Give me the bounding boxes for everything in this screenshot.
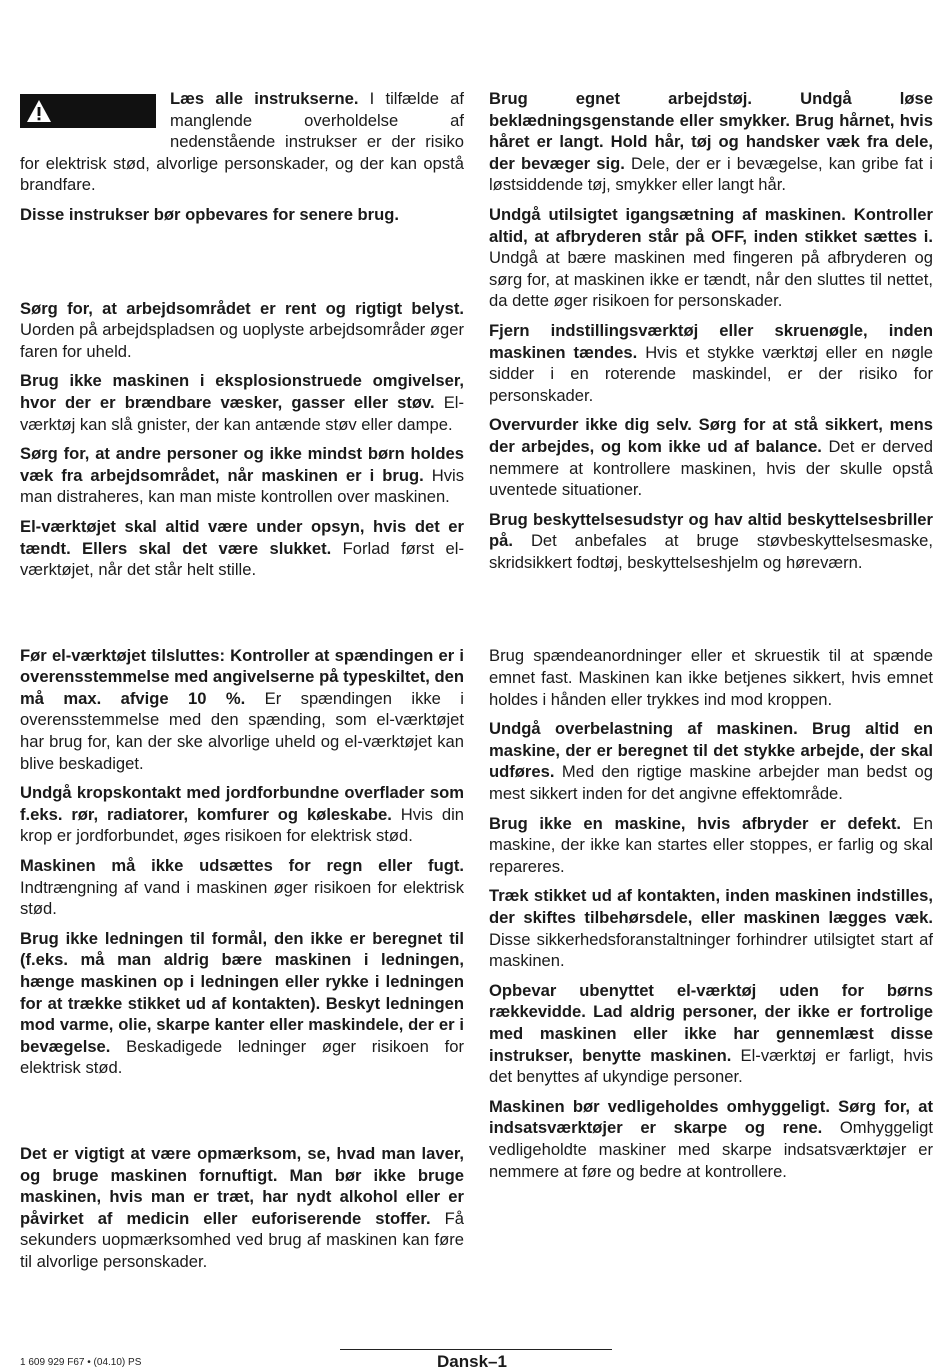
paragraph-2: Brug ikke maskinen i eksplosionstruede omgivelser, hvor der er brændbare væsker, gasser eller støv. El-værktøj kan slå gnister, der kan antænde støv eller dampe. — [20, 371, 465, 434]
paragraph-4: El-værktøjet skal altid være under opsyn, hvis det er tændt. Ellers skal det være slukket. Forlad først el-værktøjet, når det står helt stille. — [20, 516, 464, 580]
intro-text: I tilfælde af manglende overholdelse af nedenstående instrukser er der risiko for elektrisk stød, alvorlige personskader, og der kan opstå brandfare. — [20, 89, 465, 195]
paragraph-6: Undgå kropskontakt med jordforbundne overflader som f.eks. rør, radiatorer, komfurer og køleskabe. Hvis din krop er jordforbundet, øges risikoen for elektrisk stød. — [20, 783, 465, 846]
paragraph-7: Maskinen må ikke udsættes for regn eller fugt. Indtrængning af vand i maskinen øger risikoen for elektrisk stød. — [20, 856, 464, 919]
right-column — [489, 88, 933, 1190]
left-column — [20, 88, 464, 1281]
right-paragraph-10: Opbevar ubenyttet el-værktøj uden for børns rækkevidde. Lad aldrig personer, der ikke er fortrolige med maskinen eller ikke har gennemlæst disse instrukser, benytte maskinen. El-værktøj er farligt, hvis det benyttes af ukyndige personer. — [489, 980, 933, 1087]
right-paragraph-11: Maskinen bør vedligeholdes omhyggeligt. Sørg for, at indsatsværktøjer er skarpe og rene. Omhyggeligt vedligeholdte maskiner med skarpe indsatsværktøjer er nemmere at føre og bedre at kontrollere. — [489, 1096, 934, 1181]
document-code: 1 609 929 F67 • (04.10) PS — [20, 1357, 142, 1368]
paragraph-5: Før el-værktøjet tilsluttes: Kontroller at spændingen er i overensstemmelse med angivelserne på typeskiltet, den må max. afvige 10 %. Er spændingen ikke i overensstemmelse med den spænding, som el-værktøjet har brug for, kan der ske alvorlige uheld og el-værktøjet kan blive beskadiget. — [20, 645, 464, 773]
right-paragraph-5: Brug beskyttelsesudstyr og hav altid beskyttelsesbriller på. Det anbefales at bruge støvbeskyttelsesmaske, skridsikkert fodtøj, beskyttelseshjelm og høreværn. — [489, 509, 933, 572]
right-paragraph-9: Træk stikket ud af kontakten, inden maskinen indstilles, der skiftes tilbehørsdele, eller maskinen lægges væk. Disse sikkerhedsforanstaltninger forhindrer utilsigtet start af maskinen. — [489, 886, 933, 971]
intro-bold: Læs alle instrukserne. — [170, 89, 359, 108]
page-number: Dansk–1 — [437, 1352, 507, 1371]
paragraph-1: Sørg for, at arbejdsområdet er rent og rigtigt belyst. Uorden på arbejdspladsen og uoplyste arbejdsområder øger faren for uheld. — [20, 298, 464, 361]
right-paragraph-1: Brug egnet arbejdstøj. Undgå løse beklædningsgenstande eller smykker. Brug hårnet, hvis håret er langt. Hold hår, tøj og handsker væk fra dele, der bevæger sig. Dele, der er i bevægelse, kan gribe fat i løstsiddende tøj, smykker eller langt hår. — [489, 89, 933, 195]
right-paragraph-8: Brug ikke en maskine, hvis afbryder er defekt. En maskine, der ikke kan startes eller stoppes, er farlig og skal repareres. — [489, 813, 933, 876]
paragraph-8: Brug ikke ledningen til formål, den ikke er beregnet til (f.eks. må man aldrig bære maskinen i ledningen, hænge maskinen op i ledningen eller rykke i ledningen for at trække stikket ud af kontakten). Beskyt ledningen mod varme, olie, skarpe kanter eller maskindele, der er i bevægelse. Beskadigede ledninger øger risikoen for elektrisk stød. — [20, 928, 464, 1078]
footer-divider — [340, 1349, 612, 1350]
right-paragraph-6: Brug spændeanordninger eller et skruestik til at spænde emnet fast. Maskinen kan ikke betjenes sikkert, hvis emnet holdes i hånden eller trykkes ind mod kroppen. — [489, 646, 933, 709]
warning-triangle-icon — [26, 99, 52, 123]
paragraph-3: Sørg for, at andre personer og ikke mindst børn holdes væk fra arbejdsområdet, når maskinen er i brug. Hvis man distraheres, kan man miste kontrollen over maskinen. — [20, 444, 465, 507]
warning-block — [20, 88, 464, 196]
warning-label — [20, 94, 156, 128]
right-paragraph-4: Overvurder ikke dig selv. Sørg for at stå sikkert, mens der arbejdes, og kom ikke ud af balance. Det er derved nemmere at kontrollere maskinen, hvis der skulle opstå uventede situationer. — [489, 415, 933, 500]
paragraph-9: Det er vigtigt at være opmærksom, se, hvad man laver, og bruge maskinen fornuftigt. Man bør ikke bruge maskinen, hvis man er træt, har nydt alkohol eller er påvirket af medicin eller euforiserende stoffer. Få sekunders uopmærksomhed ved brug af maskinen kan føre til alvorlige personskader. — [20, 1143, 464, 1271]
keep-instructions: Disse instrukser bør opbevares for senere brug. — [20, 204, 400, 224]
right-paragraph-7: Undgå overbelastning af maskinen. Brug altid en maskine, der er beregnet til det stykke arbejde, der skal udføres. Med den rigtige maskine arbejder man bedst og mest sikkert inden for det angivne effektområde. — [489, 719, 933, 804]
right-paragraph-3: Fjern indstillingsværktøj eller skruenøgle, inden maskinen tændes. Hvis et stykke værktøj eller en nøgle sidder i en roterende maskindel, er der risiko for personskader. — [489, 320, 933, 405]
right-paragraph-2: Undgå utilsigtet igangsætning af maskinen. Kontroller altid, at afbryderen står på OFF, inden stikket sættes i. Undgå at bære maskinen med fingeren på afbryderen og sørg for, at maskinen ikke er tændt, når den sluttes til nettet, da dette øger risikoen for personskader. — [489, 204, 933, 311]
